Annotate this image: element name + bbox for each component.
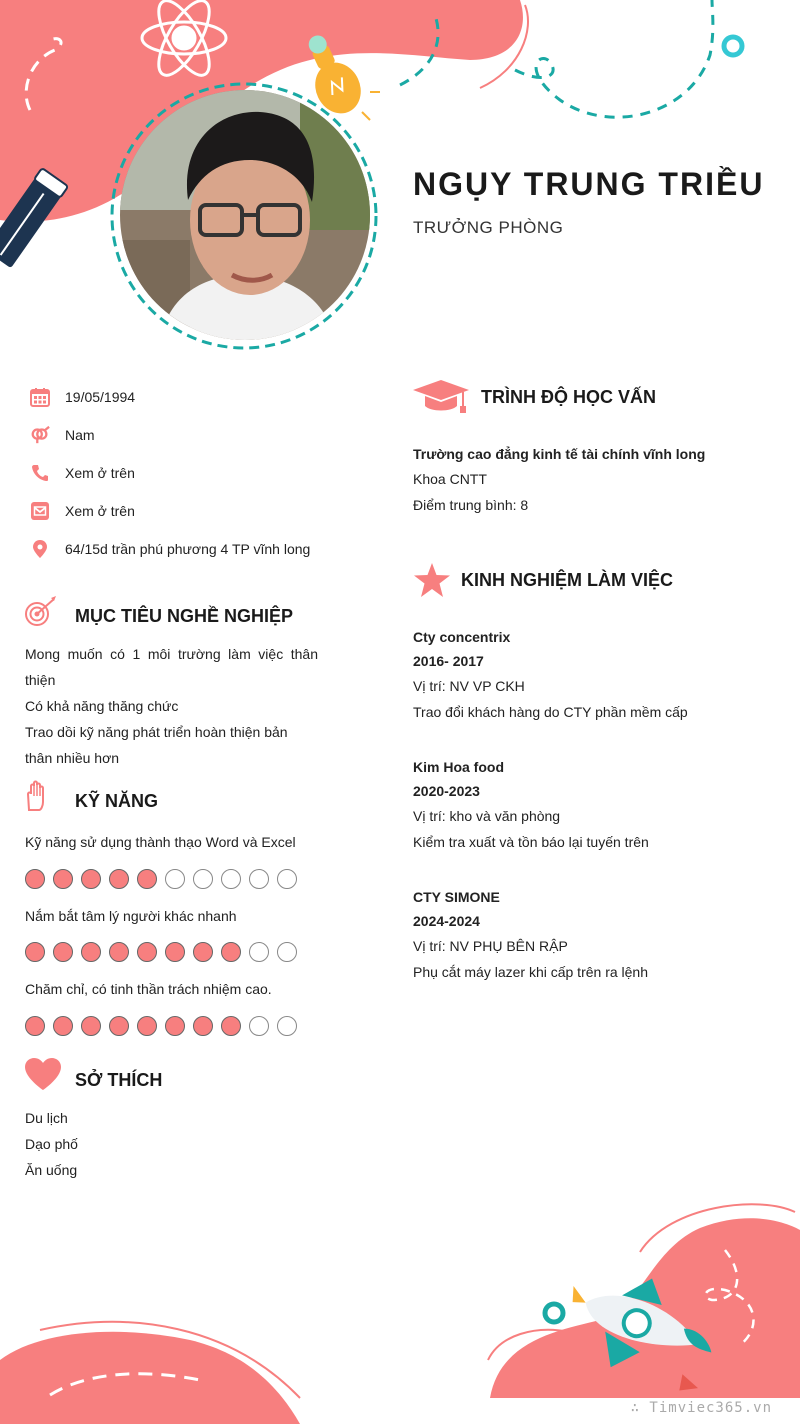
rating-dot-empty <box>277 1016 297 1036</box>
job-company: Cty concentrix <box>413 629 511 645</box>
watermark: ∴ Timviec365.vn <box>630 1400 772 1416</box>
experience-title: KINH NGHIỆM LÀM VIỆC <box>461 570 674 590</box>
skill-rating-3 <box>25 1016 297 1036</box>
rating-dot-filled <box>165 1016 185 1036</box>
job-company: Kim Hoa food <box>413 759 504 775</box>
hobby-item: Dạo phố <box>25 1136 78 1152</box>
rating-dot-filled <box>25 942 45 962</box>
rating-dot-filled <box>137 1016 157 1036</box>
job-description: Kiểm tra xuất và tồn báo lại tuyến trên <box>413 834 649 850</box>
skill-name-3: Chăm chỉ, có tinh thần trách nhiệm cao. <box>25 981 272 997</box>
objective-line-1: Mong muốn có 1 môi trường làm việc thân thiện <box>25 646 318 688</box>
rating-dot-filled <box>109 942 129 962</box>
info-email <box>30 498 135 524</box>
job-period: 2016- 2017 <box>413 653 484 669</box>
candidate-name: NGỤY TRUNG TRIỀU <box>413 166 765 202</box>
rating-dot-filled <box>81 1016 101 1036</box>
address-value: 64/15d trần phú phương 4 TP vĩnh long <box>65 541 311 557</box>
education-major: Khoa CNTT <box>413 471 487 487</box>
heart-icon <box>25 1058 61 1090</box>
gender-icon <box>30 425 50 445</box>
rating-dot-filled <box>53 942 73 962</box>
hobby-item: Du lịch <box>25 1110 68 1126</box>
job-period: 2024-2024 <box>413 913 480 929</box>
rating-dot-filled <box>137 869 157 889</box>
skill-name-2: Nắm bắt tâm lý người khác nhanh <box>25 908 237 924</box>
education-gpa: Điểm trung bình: 8 <box>413 497 529 513</box>
objective-line-2: Có khả năng thăng chức <box>25 698 179 714</box>
job-role: Vị trí: kho và văn phòng <box>413 808 561 824</box>
job-role: Vị trí: NV PHỤ BÊN RẬP <box>413 938 568 954</box>
rating-dot-filled <box>193 942 213 962</box>
hobbies-title: SỞ THÍCH <box>75 1070 163 1090</box>
rating-dot-filled <box>193 1016 213 1036</box>
info-phone <box>30 460 135 486</box>
rating-dot-empty <box>221 869 241 889</box>
phone-value: Xem ở trên <box>65 465 135 481</box>
objective-line-3: Trao dồi kỹ năng phát triển hoàn thiện bản thân nhiều hơn <box>25 724 288 766</box>
rating-dot-filled <box>137 942 157 962</box>
rating-dot-empty <box>193 869 213 889</box>
rating-dot-filled <box>25 1016 45 1036</box>
rating-dot-empty <box>249 942 269 962</box>
job-position: TRƯỞNG PHÒNG <box>413 218 564 237</box>
rating-dot-filled <box>109 1016 129 1036</box>
rating-dot-filled <box>25 869 45 889</box>
ring-decoration <box>545 1304 563 1322</box>
job-description: Phụ cắt máy lazer khi cấp trên ra lệnh <box>413 964 649 980</box>
rating-dot-filled <box>81 942 101 962</box>
job-role: Vị trí: NV VP CKH <box>413 678 525 694</box>
rating-dot-filled <box>53 869 73 889</box>
rating-dot-empty <box>249 869 269 889</box>
rating-dot-filled <box>53 1016 73 1036</box>
skill-rating-2 <box>25 942 297 962</box>
education-school: Trường cao đẳng kinh tế tài chính vĩnh long <box>413 446 706 462</box>
rating-dot-filled <box>165 942 185 962</box>
star-icon <box>414 563 450 597</box>
email-value: Xem ở trên <box>65 503 135 519</box>
birthdate-value: 19/05/1994 <box>65 389 136 405</box>
skill-rating-1 <box>25 869 297 889</box>
rating-dot-filled <box>109 869 129 889</box>
gender-value: Nam <box>65 427 95 443</box>
skills-title: KỸ NĂNG <box>75 791 159 811</box>
rating-dot-filled <box>221 942 241 962</box>
rating-dot-empty <box>165 869 185 889</box>
rating-dot-filled <box>221 1016 241 1036</box>
ring-decoration <box>724 37 742 55</box>
info-birthdate <box>30 384 135 410</box>
phone-icon <box>30 463 50 483</box>
objective-title: MỤC TIÊU NGHỀ NGHIỆP <box>75 606 294 626</box>
info-gender <box>30 422 95 448</box>
job-description: Trao đổi khách hàng do CTY phần mềm cấp <box>413 704 688 720</box>
rating-dot-empty <box>277 869 297 889</box>
job-company: CTY SIMONE <box>413 889 500 905</box>
hand-icon <box>25 780 47 812</box>
skill-name-1: Kỹ năng sử dụng thành thạo Word và Excel <box>25 834 296 850</box>
rating-dot-filled <box>81 869 101 889</box>
rating-dot-empty <box>249 1016 269 1036</box>
education-title: TRÌNH ĐỘ HỌC VẤN <box>481 387 656 407</box>
calendar-icon <box>30 387 50 407</box>
info-address <box>30 536 310 562</box>
avatar <box>120 90 370 340</box>
rating-dot-empty <box>277 942 297 962</box>
job-period: 2020-2023 <box>413 783 480 799</box>
location-icon <box>30 539 50 559</box>
graduation-cap-icon <box>413 380 469 414</box>
target-icon <box>24 596 58 628</box>
hobby-item: Ăn uống <box>25 1162 78 1178</box>
email-icon <box>30 501 50 521</box>
